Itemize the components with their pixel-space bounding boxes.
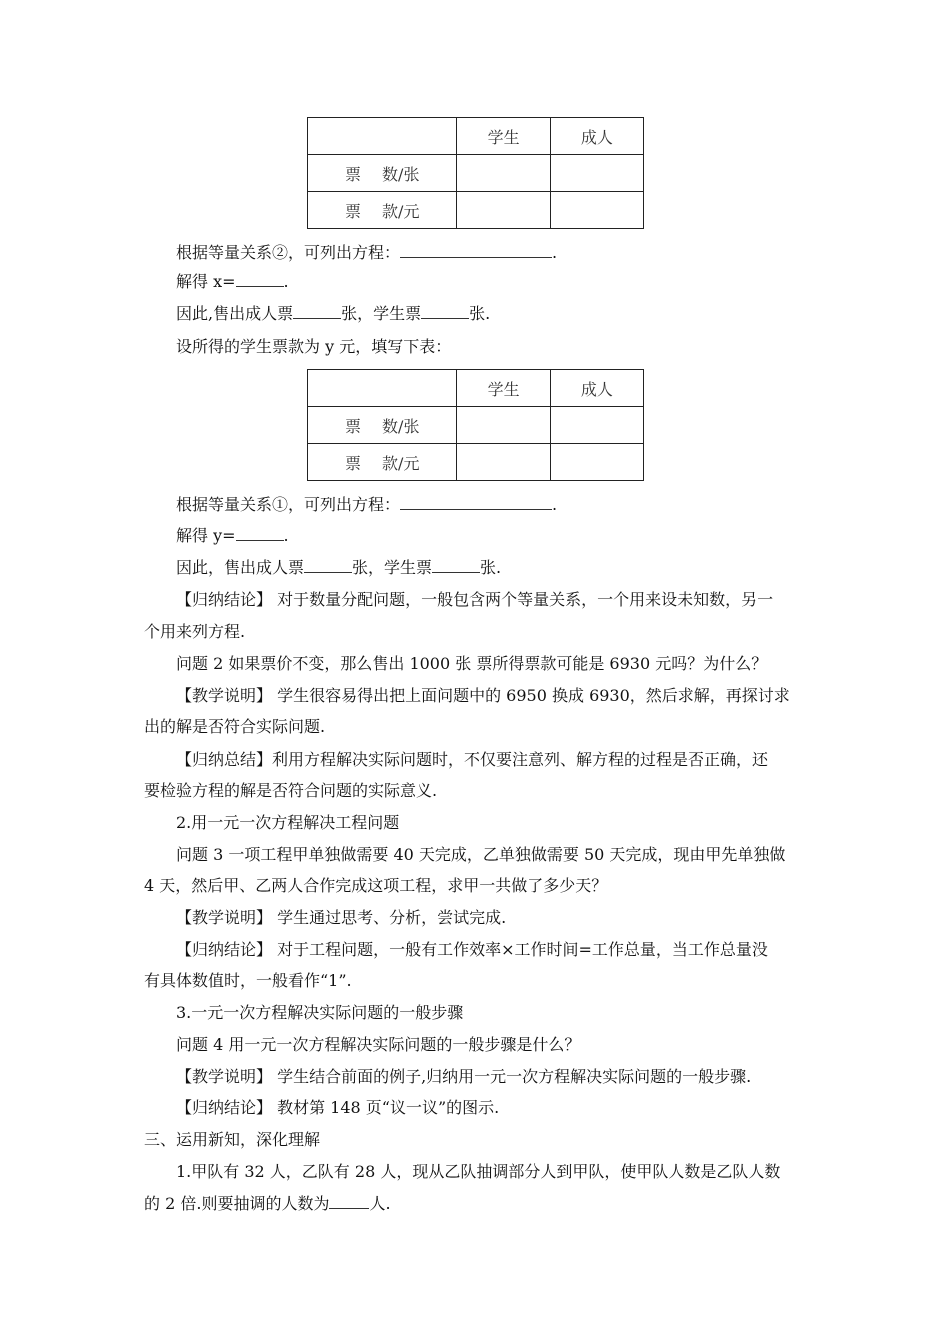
- question-3-line-2: 4 天，然后甲、乙两人合作完成这项工程，求甲一共做了多少天？: [144, 876, 608, 895]
- ticket-table-1: [307, 117, 644, 229]
- exercise-1-line-1: 1.甲队有 32 人，乙队有 28 人，现从乙队抽调部分人到甲队，使甲队人数是乙队人数: [176, 1162, 781, 1181]
- answer-blank: [293, 304, 341, 319]
- cell-adult: [550, 155, 643, 192]
- summary-line-2: 要检验方程的解是否符合问题的实际意义.: [144, 781, 438, 800]
- teaching-note-2: 【教学说明】 学生通过思考、分析，尝试完成.: [176, 908, 507, 927]
- text: 的 2 倍.则要抽调的人数为: [144, 1194, 330, 1213]
- text: 根据等量关系②，可列出方程：: [176, 243, 401, 262]
- cell-student: [457, 444, 550, 481]
- answer-blank: [236, 526, 284, 541]
- teaching-note-1-line-2: 出的解是否符合实际问题.: [144, 717, 326, 736]
- text: 人.: [369, 1194, 391, 1213]
- table-header-student: 学生: [457, 118, 550, 155]
- question-3-line-1: 问题 3 一项工程甲单独做需要 40 天完成，乙单独做需要 50 天完成，现由甲先单独做: [176, 845, 786, 864]
- thus-line-1: [176, 304, 490, 324]
- cell-student: [457, 407, 550, 444]
- text: 张，学生票: [341, 304, 422, 323]
- conclusion-3: 【归纳结论】 教材第 148 页“议一议”的图示.: [176, 1098, 500, 1117]
- answer-blank: [236, 272, 284, 287]
- answer-blank: [432, 558, 480, 573]
- answer-blank: [329, 1194, 369, 1209]
- table-row: [308, 155, 644, 192]
- text: 张.: [469, 304, 491, 323]
- text: .: [283, 526, 289, 545]
- table-row: [308, 444, 644, 481]
- table-header-row: [308, 118, 644, 155]
- row-label: 票 数/张: [308, 155, 457, 192]
- heading-steps: 3.一元一次方程解决实际问题的一般步骤: [176, 1003, 464, 1022]
- cell-adult: [550, 444, 643, 481]
- text: 解得 x=: [176, 272, 236, 291]
- ticket-table-2: [307, 369, 644, 481]
- section-3-heading: 三、运用新知，深化理解: [144, 1130, 321, 1149]
- cell-student: [457, 155, 550, 192]
- answer-blank: [400, 495, 552, 510]
- text: 因此,售出成人票: [176, 304, 294, 323]
- answer-blank: [304, 558, 352, 573]
- answer-blank: [400, 243, 552, 258]
- text: .: [552, 495, 558, 514]
- heading-engineering: 2.用一元一次方程解决工程问题: [176, 813, 400, 832]
- text: 因此，售出成人票: [176, 558, 305, 577]
- conclusion-1-line-1: 【归纳结论】 对于数量分配问题，一般包含两个等量关系，一个用来设未知数，另一: [176, 590, 774, 609]
- exercise-1-line-2: [144, 1194, 391, 1214]
- text: 张，学生票: [352, 558, 433, 577]
- table-header-cell: [308, 370, 457, 407]
- table-header-adult: 成人: [550, 118, 643, 155]
- table-row: [308, 407, 644, 444]
- table-header-cell: [308, 118, 457, 155]
- text: .: [283, 272, 289, 291]
- conclusion-1-line-2: 个用来列方程.: [144, 622, 246, 641]
- thus-line-2: [176, 558, 501, 578]
- equation-line-1: [176, 495, 557, 515]
- text: 解得 y=: [176, 526, 236, 545]
- row-label: 票 款/元: [308, 192, 457, 229]
- table-header-student: 学生: [457, 370, 550, 407]
- solve-y-line: [176, 526, 289, 546]
- table-header-row: [308, 370, 644, 407]
- answer-blank: [421, 304, 469, 319]
- cell-adult: [550, 192, 643, 229]
- equation-line-2: [176, 243, 557, 263]
- row-label: 票 数/张: [308, 407, 457, 444]
- teaching-note-3: 【教学说明】 学生结合前面的例子,归纳用一元一次方程解决实际问题的一般步骤.: [176, 1067, 752, 1086]
- set-y-line: 设所得的学生票款为 y 元，填写下表：: [176, 337, 452, 356]
- text: .: [552, 243, 558, 262]
- cell-adult: [550, 407, 643, 444]
- conclusion-2-line-1: 【归纳结论】 对于工程问题，一般有工作效率×工作时间=工作总量，当工作总量没: [176, 940, 768, 959]
- row-label: 票 款/元: [308, 444, 457, 481]
- summary-line-1: 【归纳总结】利用方程解决实际问题时，不仅要注意列、解方程的过程是否正确，还: [176, 750, 769, 769]
- table-header-adult: 成人: [550, 370, 643, 407]
- question-2: 问题 2 如果票价不变，那么售出 1000 张 票所得票款可能是 6930 元吗？为什么？: [176, 654, 768, 673]
- teaching-note-1-line-1: 【教学说明】 学生很容易得出把上面问题中的 6950 换成 6930，然后求解，再探讨求: [176, 686, 790, 705]
- conclusion-2-line-2: 有具体数值时，一般看作“1”.: [144, 971, 352, 990]
- table-row: [308, 192, 644, 229]
- solve-x-line: [176, 272, 289, 292]
- text: 根据等量关系①，可列出方程：: [176, 495, 401, 514]
- question-4: 问题 4 用一元一次方程解决实际问题的一般步骤是什么？: [176, 1035, 581, 1054]
- cell-student: [457, 192, 550, 229]
- text: 张.: [480, 558, 502, 577]
